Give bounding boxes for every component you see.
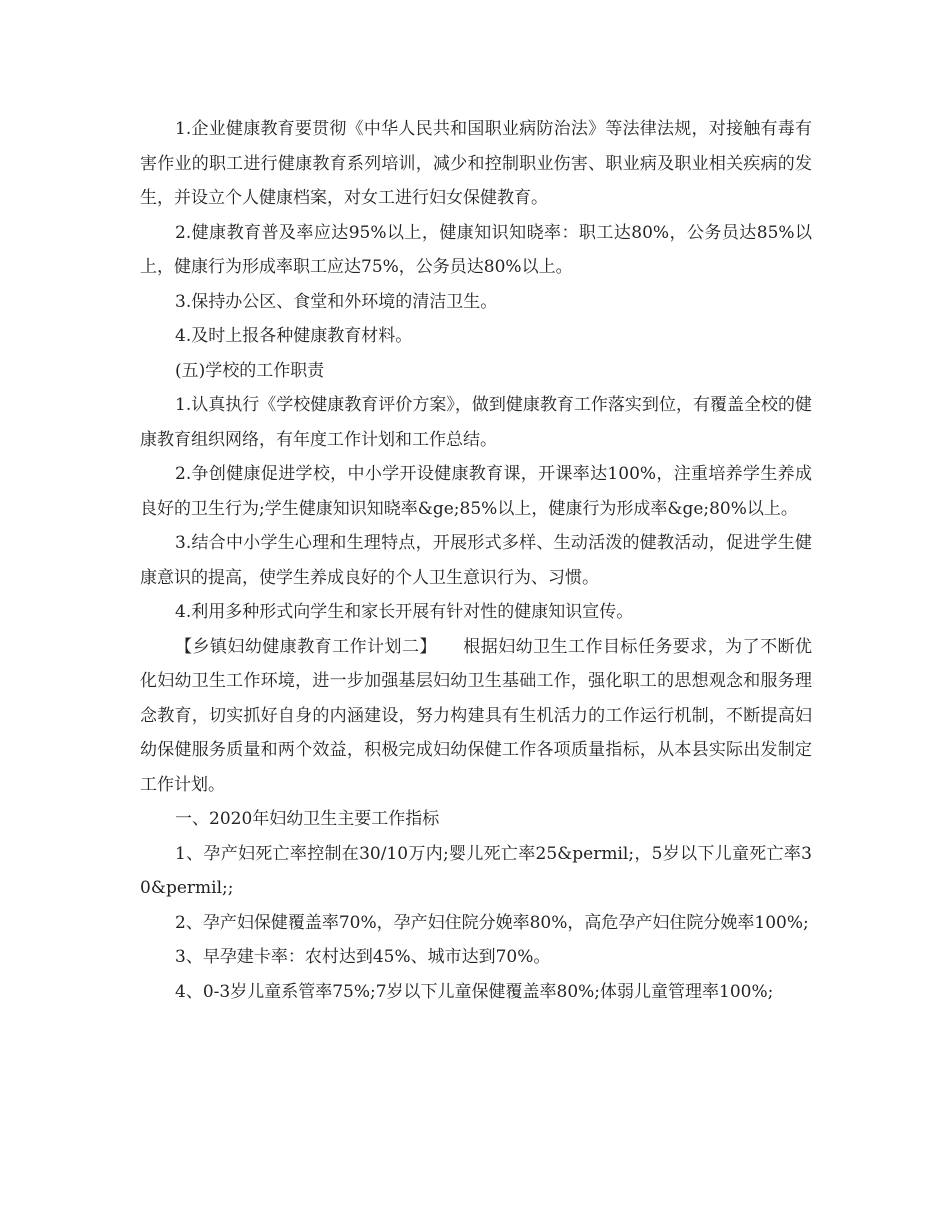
- paragraph-indicator-3: 3、早孕建卡率：农村达到45%、城市达到70%。: [175, 947, 551, 967]
- paragraph-school-1: 1.认真执行《学校健康教育评价方案》，做到健康教育工作落实到位，有覆盖全校的健康教育组织网络，有年度工作计划和工作总结。: [140, 395, 812, 450]
- paragraph-indicator-2: 2、孕产妇保健覆盖率70%，孕产妇住院分娩率80%，高危孕产妇住院分娩率100%;: [175, 912, 809, 933]
- paragraph-enterprise-4: 4.及时上报各种健康教育材料。: [175, 326, 413, 346]
- paragraph-enterprise-2: 2.健康教育普及率应达95%以上，健康知识知晓率：职工达80%，公务员达85%以上，健康行为形成率职工应达75%，公务员达80%以上。: [140, 222, 812, 277]
- document-body: [140, 112, 812, 1009]
- section-heading-indicators: 一、2020年妇幼卫生主要工作指标: [175, 809, 440, 829]
- paragraph-school-4: 4.利用多种形式向学生和家长开展有针对性的健康知识宣传。: [175, 602, 634, 622]
- paragraph-school-2: 2.争创健康促进学校，中小学开设健康教育课，开课率达100%，注重培养学生养成良好的卫生行为;学生健康知识知晓率&ge;85%以上，健康行为形成率&ge;80%以上。: [140, 464, 812, 519]
- paragraph-enterprise-3: 3.保持办公区、食堂和外环境的清洁卫生。: [175, 291, 498, 312]
- paragraph-plan-two-intro: 【乡镇妇幼健康教育工作计划二】 根据妇幼卫生工作目标任务要求，为了不断优化妇幼卫生工作环境，进一步加强基层妇幼卫生基础工作，强化职工的思想观念和服务理念教育，切实抓好自身的内涵建设，努力构建具有生机活力的工作运行机制，不断提高妇幼保健服务质量和两个效益，积极完成妇幼保健工作各项质量指标，从本县实际出发制定工作计划。: [140, 636, 812, 795]
- paragraph-indicator-1: 1、孕产妇死亡率控制在30/10万内;婴儿死亡率25&permil;，5岁以下儿童死亡率30&permil;;: [140, 843, 812, 898]
- paragraph-enterprise-1: 1.企业健康教育要贯彻《中华人民共和国职业病防治法》等法律法规，对接触有毒有害作业的职工进行健康教育系列培训，减少和控制职业伤害、职业病及职业相关疾病的发生，并设立个人健康档案，对女工进行妇女保健教育。: [140, 119, 812, 208]
- section-heading-school: (五)学校的工作职责: [175, 360, 325, 381]
- paragraph-school-3: 3.结合中小学生心理和生理特点，开展形式多样、生动活泼的健教活动，促进学生健康意识的提高，使学生养成良好的个人卫生意识行为、习惯。: [140, 533, 812, 588]
- paragraph-indicator-4: 4、0-3岁儿童系管率75%;7岁以下儿童保健覆盖率80%;体弱儿童管理率100%;: [175, 981, 774, 1002]
